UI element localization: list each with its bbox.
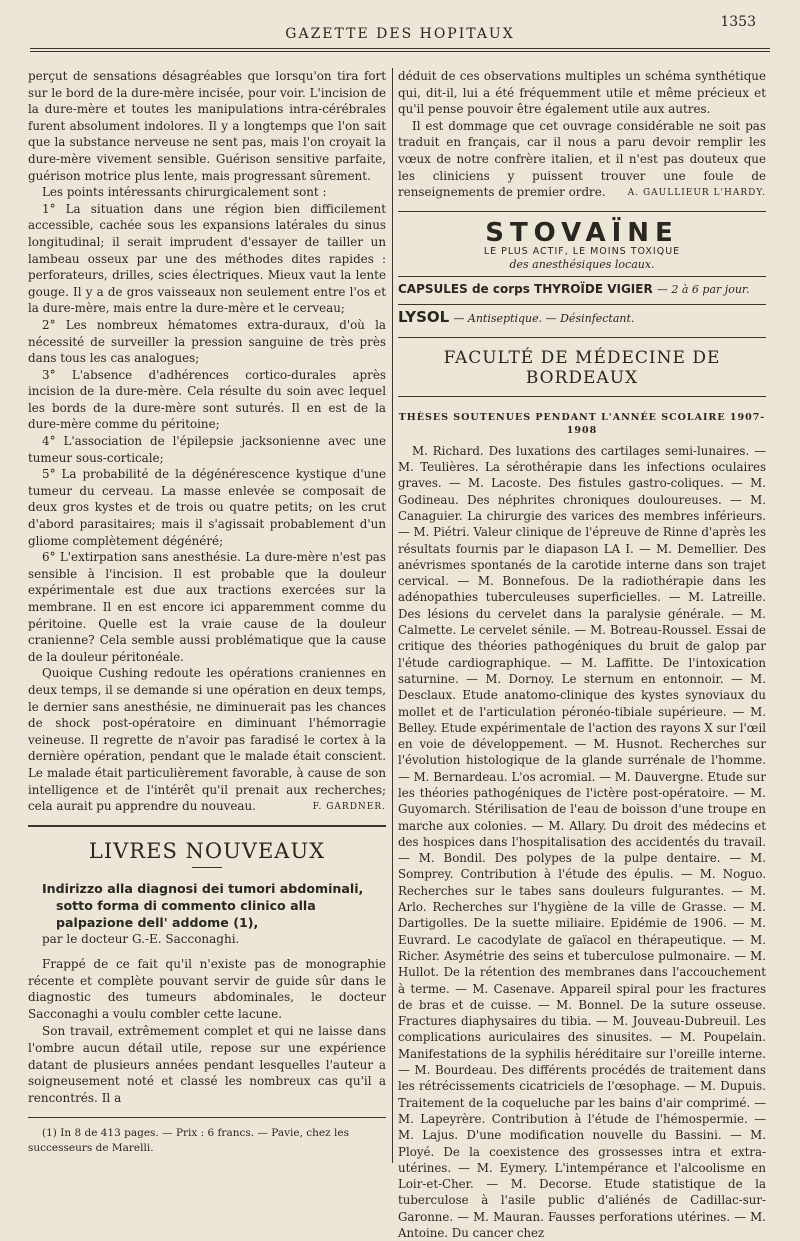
section-rule (28, 825, 386, 827)
paragraph: 6° L'extirpation sans anesthésie. La dure-mère n'est pas sensible à l'incision. Il est probable que la douleur expérimentale est due aux tractions exercées sur la membrane. Il en est encore ici apparemment comme du péritoine. Quelle est la vraie cause de la douleur cranienne? Cela semble aussi problématique que la cause de la douleur péritonéale. (28, 550, 386, 664)
paragraph: Il est dommage que cet ouvrage considérable ne soit pas traduit en français, car il nous a paru devoir remplir les vœux de notre confrère italien, et il n'est pas douteux que les cliniciens y puissent trouver une foule de renseignements de premier ordre. (398, 118, 766, 200)
paragraph: Quoique Cushing redoute les opérations craniennes en deux temps, il se demande si une opération en deux temps, le dernier sans anesthésie, ne diminuerait pas les chances de shock post-opératoire en diminuant l'hémorragie veineuse. Il regrette de n'avoir pas faradisé le cortex à la dernière opération, pendant que le malade était conscient. Le malade était particulièrement favorable, à cause de son intelligence et de l'intérêt qu'il prenait aux recherches; cela aurait pu apprendre du nouveau. (28, 666, 386, 814)
ad-lysol-label: LYSOL (398, 307, 450, 326)
ad-stovaine-title: STOVAÏNE (485, 217, 679, 248)
paragraph: perçut de sensations désagréables que lorsqu'on tira fort sur le bord de la dure-mère incisée, pour voir. L'incision de la dure-mère et toutes les manipulations intra-cérébrales furent absolument indolores. Il y a longtemps que l'on sait que la substance nerveuse ne sent pas, mais l'on croyait la dure-mère vivement sensible. Guérison sensitive parfaite, guérison motrice plus lente, mais progressant sûrement. (28, 69, 386, 183)
article-body (28, 68, 386, 815)
article-signature: F. GARDNER. (312, 801, 386, 812)
footnote-rule (28, 1117, 386, 1118)
footnote: (1) In 8 de 413 pages. — Prix : 6 francs. — Pavie, chez les successeurs de Marelli. (28, 1126, 349, 1154)
page-number: 1353 (720, 14, 756, 30)
review-signature: A. GAULLIEUR L'HARDY. (627, 187, 766, 198)
paragraph: 2° Les nombreux hématomes extra-duraux, d'où la nécessité de surveiller la pression sanguine de très près dans tous les cas analogues; (28, 317, 386, 366)
paragraph: Son travail, extrêmement complet et qui ne laisse dans l'ombre aucun détail utile, repose sur une expérience datant de plusieurs années pendant lesquelles l'auteur a soigneusement noté et classé les nombreux cas qu'il a rencontrés. Il a (28, 1023, 386, 1106)
ad-capsules-label: CAPSULES de corps THYROÏDE VIGIER (398, 281, 653, 296)
section-title: LIVRES NOUVEAUX (88, 838, 326, 863)
ad-stovaine-sub2: des anesthésiques locaux. (509, 257, 655, 271)
book-title: Indirizzo alla diagnosi dei tumori abdominali, sotto forma di commento clinico alla palpazione dell' addome (1), (42, 880, 364, 930)
ad-stovaine-sub: LE PLUS ACTIF, LE MOINS TOXIQUE (483, 245, 681, 257)
right-column (398, 68, 767, 1240)
paragraph: 3° L'absence d'adhérences cortico-durales après incision de la dure-mère. Cela résulte du soin avec lequel les bords de la dure-mère sont suturés. Il en est de la dure-mère comme du péritoine; (28, 367, 386, 432)
ad-rule (398, 211, 766, 212)
faculty-title: FACULTÉ DE MÉDECINE DE BORDEAUX (398, 337, 766, 397)
paragraph: déduit de ces observations multiples un schéma synthétique qui, dit-il, lui a été fréquemment utile et même précieux et qu'il pense pouvoir être également utile aux autres. (398, 69, 766, 117)
theses-heading: THÈSES SOUTENUES PENDANT L'ANNÉE SCOLAIRE 1907-1908 (398, 411, 766, 436)
short-rule (192, 867, 222, 868)
paragraph: Les points intéressants chirurgicalement sont : (42, 185, 327, 200)
paragraph: 5° La probabilité de la dégénérescence kystique d'une tumeur du cerveau. La masse enlevée se composait de deux gros kystes et de trois ou quatre petits; on les crut d'abord parasitaires; mais il s'agissait probablement d'un gliome complètement dégénéré; (28, 467, 386, 548)
ad-lysol-desc: — Antiseptique. — Désinfectant. (453, 311, 635, 325)
paragraph: 4° L'association de l'épilepsie jacksonienne avec une tumeur sous-corticale; (28, 434, 386, 465)
column-divider (392, 68, 393, 1163)
ad-lysol (398, 304, 766, 329)
book-review (28, 956, 386, 1107)
left-column (28, 68, 386, 1173)
header-rule (30, 48, 770, 52)
theses-list (398, 443, 766, 1241)
paragraph: 1° La situation dans une région bien difficilement accessible, cachée sous les expansions latérales du sinus longitudinal; il serait imprudent d'essayer de tailler un lambeau osseux par une des méthodes dites rapides : perforateurs, drilles, scies électriques. Mieux vaut la lente gouge. Il y a de gros vaisseaux non seulement entre l'os et la dure-mère, mais entre la dure-mère et le cerveau; (28, 201, 386, 316)
ad-capsules-dose: — 2 à 6 par jour. (656, 282, 750, 296)
paragraph: M. Richard. Des luxations des cartilages semi-lunaires. — M. Teulières. La sérothérapie dans les infections oculaires graves. — M. Lacoste. Des fistules gastro-coliques. — M. Godineau. Des néphrites chroniques douloureuses. — M. Canaguier. La chirurgie des varices des membres inférieurs. — M. Piétri. Valeur clinique de l'épreuve de Rinne d'après les résultats fournis par le diapason LA I. — M. Demellier. Des anévrismes spontanés de la carotide interne dans son trajet cervical. — M. Bonnefous. De la radiothérapie dans les adénopathies tuberculeuses superficielles. — M. Latreille. Des lésions du cervelet dans la paralysie générale. — M. Calmette. Le cervelet sénile. — M. Botreau-Roussel. Essai de critique des théories pathogéniques du bruit de galop par l'étude cardiographique. — M. Laffitte. De l'intoxication saturnine. — M. Dornoy. Le sternum en entonnoir. — M. Desclaux. Etude anatomo-clinique des kystes synoviaux du mollet et de l'articulation péronéo-tibiale supérieure. — M. Belley. Etude expérimentale de l'action des rayons X sur l'œil en voie de développement. — M. Husnot. Recherches sur l'évolution histologique de la glande surrénale de l'homme. — M. Bernardeau. L'os acromial. — M. Dauvergne. Etude sur les théories pathogéniques de l'ictère post-opératoire. — M. Guyomarch. Stérilisation de l'eau de boisson d'une troupe en marche aux colonies. — M. Allary. Du droit des médecins et des hospices dans l'hospitalisation des accidentés du travail. — M. Bondil. Des polypes de la pulpe dentaire. — M. Somprey. Contribution à l'étude des épulis. — M. Noguo. Recherches sur le tabes sans douleurs fulgurantes. — M. Arlo. Recherches sur l'hygiène de la ville de Grasse. — M. Dartigolles. De la suette miliaire. Epidémie de 1906. — M. Euvrard. Le cacodylate de gaïacol en thérapeutique. — M. Richer. Asymétrie des seins et tuberculose pulmonaire. — M. Hullot. De la rétention des membranes dans l'accouchement à terme. — M. Casenave. Appareil spiral pour les fractures de bras et de cuisse. — M. Bonnel. De la suture osseuse. Fractures diaphysaires du tibia. — M. Jouveau-Dubreuil. Les complications auriculaires des sinusites. — M. Poupelain. Manifestations de la syphilis héréditaire sur l'oreille interne. — M. Bourdeau. Des différents procédés de traitement dans les rétrécissements cicatriciels de l'œsophage. — M. Dupuis. Traitement de la coqueluche par les bains d'air comprimé. — M. Lapeyrère. Contribution à l'étude de l'hémospermie. — M. Lajus. D'une modification nouvelle du Bassini. — M. Ployé. De la coexistence des grossesses intra et extra-utérines. — M. Eymery. L'intempérance et l'alcoolisme en Loir-et-Cher. — M. Decorse. Etude statistique de la tuberculose à l'asile public d'aliénés de Cadillac-sur-Garonne. — M. Mauran. Fausses perforations utérines. — M. Antoine. Du cancer chez (398, 443, 767, 1240)
ad-capsules (398, 276, 766, 300)
book-author: par le docteur G.-E. Sacconaghi. (42, 931, 240, 946)
review-continued (398, 68, 766, 201)
masthead: GAZETTE DES HOPITAUX (285, 26, 515, 42)
paragraph: Frappé de ce fait qu'il n'existe pas de monographie récente et complète pouvant servir de guide sûr dans le diagnostic des tumeurs abdominales, le docteur Sacconaghi a voulu combler cette lacune. (28, 956, 386, 1022)
